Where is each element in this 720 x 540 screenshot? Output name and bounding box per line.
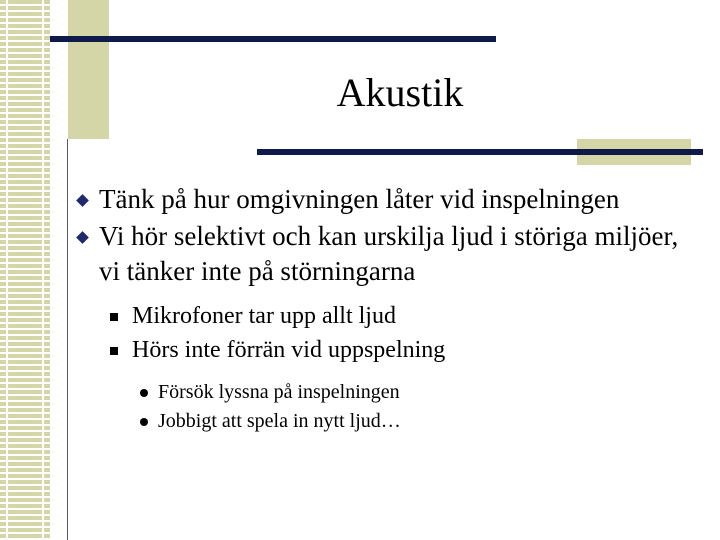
sub-bullet-text: Hörs inte förrän vid uppspelning	[132, 337, 446, 363]
round-bullet-icon	[140, 389, 148, 397]
sub-bullet-item-1	[78, 299, 698, 333]
square-bullet-icon	[110, 313, 118, 321]
diamond-bullet-icon	[76, 231, 89, 244]
top-decor-block	[68, 0, 109, 139]
title-top-rule	[50, 36, 496, 42]
sub-bullet-text: Mikrofoner tar upp allt ljud	[132, 303, 396, 329]
title-bottom-rule	[257, 149, 703, 155]
sub-sub-bullet-text: Jobbigt att spela in nytt ljud…	[158, 410, 401, 432]
sub-sub-bullet-item-2	[78, 407, 698, 436]
square-bullet-icon	[110, 347, 118, 355]
bullet-item-1	[78, 182, 698, 217]
left-decor-stripe	[0, 0, 50, 540]
sub-sub-bullet-item-1	[78, 378, 698, 407]
sub-sub-bullet-text: Försök lyssna på inspelningen	[158, 381, 400, 403]
round-bullet-icon	[140, 418, 148, 426]
diamond-bullet-icon	[76, 194, 89, 207]
slide-content	[78, 182, 698, 436]
sub-bullet-item-2	[78, 333, 698, 367]
bullet-text: Tänk på hur omgivningen låter vid inspelningen	[99, 184, 620, 214]
bullet-text: Vi hör selektivt och kan urskilja ljud i störiga miljöer, vi tänker inte på störningarna	[99, 221, 679, 286]
bullet-item-2	[78, 219, 698, 289]
left-vertical-line	[67, 139, 68, 540]
slide-title: Akustik	[336, 70, 464, 115]
